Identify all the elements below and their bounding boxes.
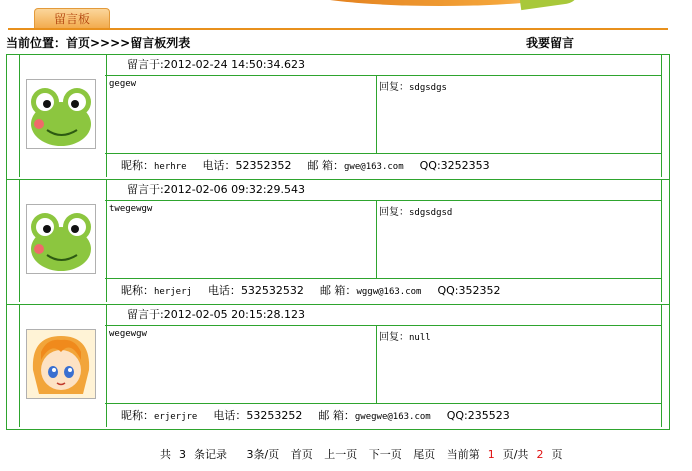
nickname-label: 昵称： — [121, 284, 154, 297]
frog-avatar — [26, 79, 96, 149]
phone-value: 532532532 — [240, 284, 304, 297]
frog-avatar — [26, 204, 96, 274]
qq-label: QQ: — [446, 409, 468, 422]
nickname-value: herhre — [154, 162, 187, 172]
email-label: 邮 箱： — [307, 159, 345, 172]
avatar-cell — [19, 55, 107, 177]
message-body — [105, 326, 662, 404]
qq-label: QQ: — [419, 159, 441, 172]
message-entry — [6, 54, 670, 180]
nickname-label: 昵称： — [121, 159, 154, 172]
tab-underline — [8, 28, 668, 30]
message-content: wegewgw — [105, 326, 377, 403]
total-records — [160, 448, 235, 461]
total-prefix: 共 — [160, 448, 171, 461]
message-reply — [378, 326, 660, 403]
page-suffix: 页 — [551, 448, 563, 461]
message-reply — [378, 76, 660, 153]
page-indicator — [447, 448, 571, 461]
phone-label: 电话： — [213, 409, 247, 422]
email-value: gwe@163.com — [344, 162, 404, 172]
email-value: wggw@163.com — [356, 287, 422, 297]
qq-value: 352352 — [458, 284, 501, 297]
time-label: 留言于: — [127, 308, 164, 321]
message-entry — [6, 304, 670, 430]
avatar-cell — [19, 180, 107, 302]
message-time — [105, 55, 662, 76]
reply-label: 回复： — [379, 82, 409, 93]
nickname-label: 昵称： — [121, 409, 154, 422]
message-content: gegew — [105, 76, 377, 153]
message-info — [105, 154, 662, 177]
per-page: 3条/页 — [246, 448, 280, 461]
pagination — [160, 446, 578, 462]
total-suffix: 条记录 — [194, 448, 227, 461]
message-body — [105, 201, 662, 279]
reply-value: sdgsdgs — [409, 83, 447, 93]
message-body — [105, 76, 662, 154]
phone-label: 电话： — [207, 284, 241, 297]
message-info — [105, 279, 662, 302]
qq-label: QQ: — [437, 284, 459, 297]
tab-guestbook[interactable]: 留言板 — [34, 8, 110, 29]
breadcrumb: 当前位置：首页>>>>留言板列表 — [6, 36, 191, 50]
message-entry — [6, 179, 670, 305]
last-page-link[interactable]: 尾页 — [413, 448, 436, 461]
email-label: 邮 箱： — [319, 284, 357, 297]
current-page: 1 — [487, 448, 495, 461]
reply-value: null — [409, 333, 431, 343]
prev-page-link[interactable]: 上一页 — [324, 448, 358, 461]
email-value: gwegwe@163.com — [354, 412, 431, 422]
next-page-link[interactable]: 下一页 — [368, 448, 402, 461]
phone-value: 53253252 — [246, 409, 303, 422]
message-list — [6, 54, 670, 430]
qq-value: 235523 — [467, 409, 510, 422]
first-page-link[interactable]: 首页 — [290, 448, 313, 461]
email-label: 邮 箱： — [318, 409, 355, 422]
message-reply — [378, 201, 660, 278]
phone-label: 电话： — [202, 159, 236, 172]
message-info — [105, 404, 662, 427]
banner-leaf-decoration — [519, 0, 580, 10]
total-pages: 2 — [536, 448, 544, 461]
anime-girl-avatar — [26, 329, 96, 399]
time-value: 2012-02-06 09:32:29.543 — [163, 183, 306, 196]
time-label: 留言于: — [127, 58, 164, 71]
time-label: 留言于: — [127, 183, 164, 196]
time-value: 2012-02-24 14:50:34.623 — [163, 58, 306, 71]
message-time — [105, 305, 662, 326]
nickname-value: erjerjre — [154, 412, 198, 422]
nickname-value: herjerj — [154, 287, 192, 297]
time-value: 2012-02-05 20:15:28.123 — [163, 308, 306, 321]
message-time — [105, 180, 662, 201]
phone-value: 52352352 — [235, 159, 292, 172]
reply-value: sdgsdgsd — [409, 208, 453, 218]
reply-label: 回复： — [379, 332, 409, 343]
avatar-cell — [19, 305, 107, 427]
qq-value: 3252353 — [440, 159, 490, 172]
page-prefix: 当前第 — [446, 448, 480, 461]
total-count: 3 — [179, 448, 186, 461]
message-content: twegewgw — [105, 201, 377, 278]
reply-label: 回复： — [379, 207, 409, 218]
page-mid: 页/共 — [502, 448, 529, 461]
post-message-link[interactable]: 我要留言 — [526, 36, 575, 50]
